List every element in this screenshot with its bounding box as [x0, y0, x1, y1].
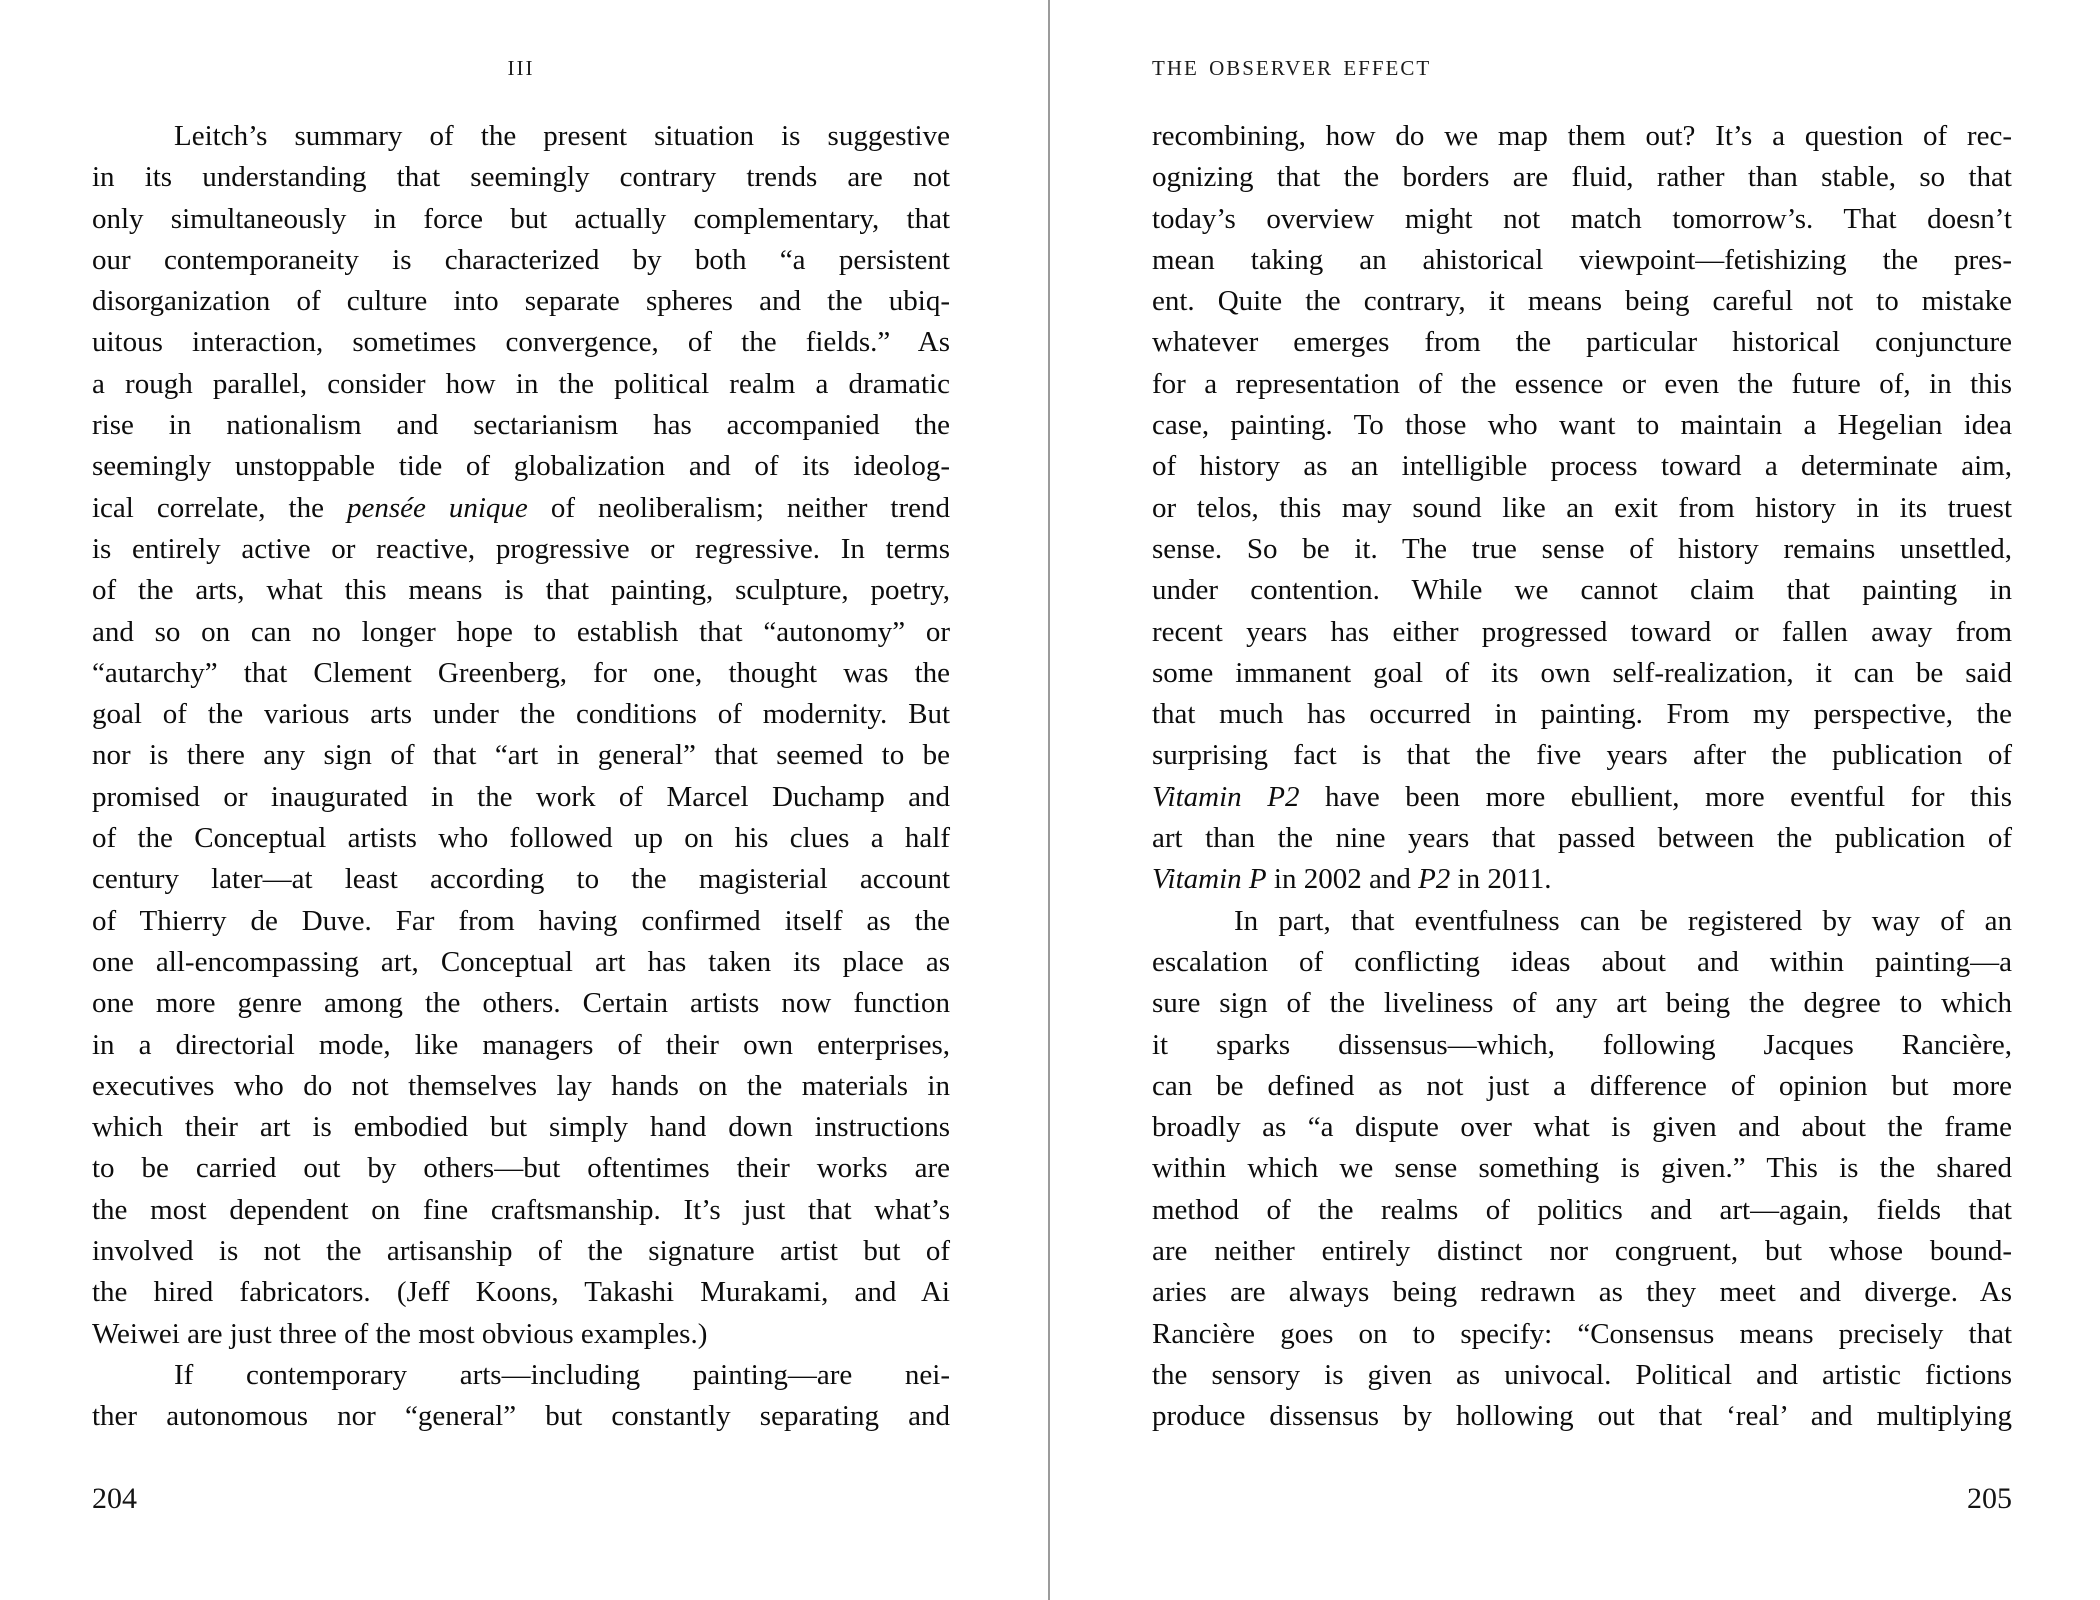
text-line: that much has occurred in painting. From my perspective, the — [1152, 698, 2012, 731]
text-line: produce dissensus by hollowing out that ‘real’ and multiplying — [1152, 1400, 2012, 1433]
text-line: escalation of conflicting ideas about and within painting—a — [1152, 945, 2012, 978]
right-text-column — [1152, 116, 2012, 1438]
text-line: ther autonomous nor “general” but constantly separating and — [92, 1400, 950, 1433]
right-page-number: 205 — [1967, 1482, 2012, 1515]
left-page-number: 204 — [92, 1482, 137, 1515]
text-line: Vitamin P2 have been more ebullient, more eventful for this — [1152, 780, 2013, 813]
text-line: promised or inaugurated in the work of Marcel Duchamp and — [92, 780, 950, 813]
left-text-column — [92, 116, 950, 1438]
text-line: surprising fact is that the five years after the publication of — [1152, 739, 2012, 772]
text-line: in a directorial mode, like managers of their own enterprises, — [92, 1028, 950, 1061]
text-line: which their art is embodied but simply hand down instructions — [92, 1111, 950, 1144]
text-line: of the arts, what this means is that painting, sculpture, poetry, — [92, 574, 950, 607]
text-line: In part, that eventfulness can be registered by way of an — [1234, 904, 2012, 937]
text-line: Leitch’s summary of the present situation is suggestive — [174, 120, 950, 152]
text-line: within which we sense something is given.” This is the shared — [1152, 1152, 2012, 1185]
text-line: a rough parallel, consider how in the political realm a dramatic — [92, 367, 950, 400]
text-line: case, painting. To those who want to maintain a Hegelian idea — [1152, 409, 2012, 442]
text-line: some immanent goal of its own self-realization, it can be said — [1152, 656, 2012, 689]
right-page — [1152, 0, 2012, 1600]
text-line: goal of the various arts under the conditions of modernity. But — [92, 698, 950, 731]
text-line: the hired fabricators. (Jeff Koons, Takashi Murakami, and Ai — [92, 1276, 950, 1309]
text-line: are neither entirely distinct nor congruent, but whose bound- — [1152, 1235, 2012, 1268]
text-line: one more genre among the others. Certain artists now function — [92, 987, 950, 1020]
text-line: recent years has either progressed toward or fallen away from — [1152, 615, 2012, 648]
text-line: the most dependent on fine craftsmanship. It’s just that what’s — [92, 1193, 950, 1226]
text-line: If contemporary arts—including painting—are nei- — [174, 1358, 950, 1391]
text-line: it sparks dissensus—which, following Jacques Rancière, — [1152, 1028, 2012, 1061]
text-line: of the Conceptual artists who followed up on his clues a half — [92, 822, 950, 855]
text-line: only simultaneously in force but actually complementary, that — [92, 202, 950, 235]
left-page — [92, 0, 950, 1600]
text-line: mean taking an ahistorical viewpoint—fetishizing the pres- — [1152, 243, 2012, 276]
text-line: in its understanding that seemingly contrary trends are not — [92, 161, 950, 194]
text-line: sense. So be it. The true sense of history remains unsettled, — [1152, 532, 2012, 565]
text-line: sure sign of the liveliness of any art being the degree to which — [1152, 987, 2012, 1020]
text-line: and so on can no longer hope to establish that “autonomy” or — [92, 615, 950, 648]
text-line: ical correlate, the pensée unique of neoliberalism; neither trend — [92, 491, 950, 524]
text-line: “autarchy” that Clement Greenberg, for one, thought was the — [92, 656, 950, 689]
text-line: of history as an intelligible process toward a determinate aim, — [1152, 450, 2012, 483]
text-line: or telos, this may sound like an exit from history in its truest — [1152, 491, 2012, 524]
text-line: recombining, how do we map them out? It’s a question of rec- — [1152, 120, 2012, 152]
text-line: ent. Quite the contrary, it means being careful not to mistake — [1152, 285, 2012, 318]
text-line: Rancière goes on to specify: “Consensus means precisely that — [1152, 1317, 2012, 1350]
text-line: one all-encompassing art, Conceptual art has taken its place as — [92, 945, 950, 978]
text-line: under contention. While we cannot claim that painting in — [1152, 574, 2012, 607]
text-line: broadly as “a dispute over what is given and about the frame — [1152, 1111, 2012, 1144]
text-line: century later—at least according to the magisterial account — [92, 863, 950, 896]
left-running-head: III — [507, 56, 535, 80]
text-line: our contemporaneity is characterized by both “a persistent — [92, 243, 950, 276]
text-line: method of the realms of politics and art—again, fields that — [1152, 1193, 2012, 1226]
right-running-head: THE OBSERVER EFFECT — [1152, 56, 1432, 80]
text-line: nor is there any sign of that “art in general” that seemed to be — [92, 739, 950, 772]
text-line: involved is not the artisanship of the signature artist but of — [92, 1235, 950, 1268]
text-line: rise in nationalism and sectarianism has accompanied the — [92, 409, 950, 442]
text-line: to be carried out by others—but oftentimes their works are — [92, 1152, 950, 1185]
text-line: whatever emerges from the particular historical conjuncture — [1152, 326, 2012, 359]
text-line: disorganization of culture into separate spheres and the ubiq- — [92, 285, 950, 318]
page-gutter-divider — [1048, 0, 1050, 1600]
text-line: uitous interaction, sometimes convergence, of the fields.” As — [92, 326, 950, 359]
text-line: executives who do not themselves lay hands on the materials in — [92, 1069, 950, 1102]
text-line: for a representation of the essence or even the future of, in this — [1152, 367, 2012, 400]
text-line: art than the nine years that passed between the publication of — [1152, 822, 2012, 855]
text-line: seemingly unstoppable tide of globalization and of its ideolog- — [92, 450, 950, 483]
text-line: is entirely active or reactive, progressive or regressive. In terms — [92, 532, 950, 565]
text-line: of Thierry de Duve. Far from having confirmed itself as the — [92, 904, 950, 937]
text-line: today’s overview might not match tomorrow’s. That doesn’t — [1152, 202, 2012, 235]
text-line: ognizing that the borders are fluid, rather than stable, so that — [1152, 161, 2012, 194]
text-line: aries are always being redrawn as they meet and diverge. As — [1152, 1276, 2012, 1309]
text-line: Vitamin P in 2002 and P2 in 2011. — [1152, 863, 1552, 896]
text-line: can be defined as not just a difference of opinion but more — [1152, 1069, 2012, 1102]
text-line: the sensory is given as univocal. Political and artistic fictions — [1152, 1358, 2012, 1391]
text-line: Weiwei are just three of the most obvious examples.) — [92, 1317, 708, 1350]
